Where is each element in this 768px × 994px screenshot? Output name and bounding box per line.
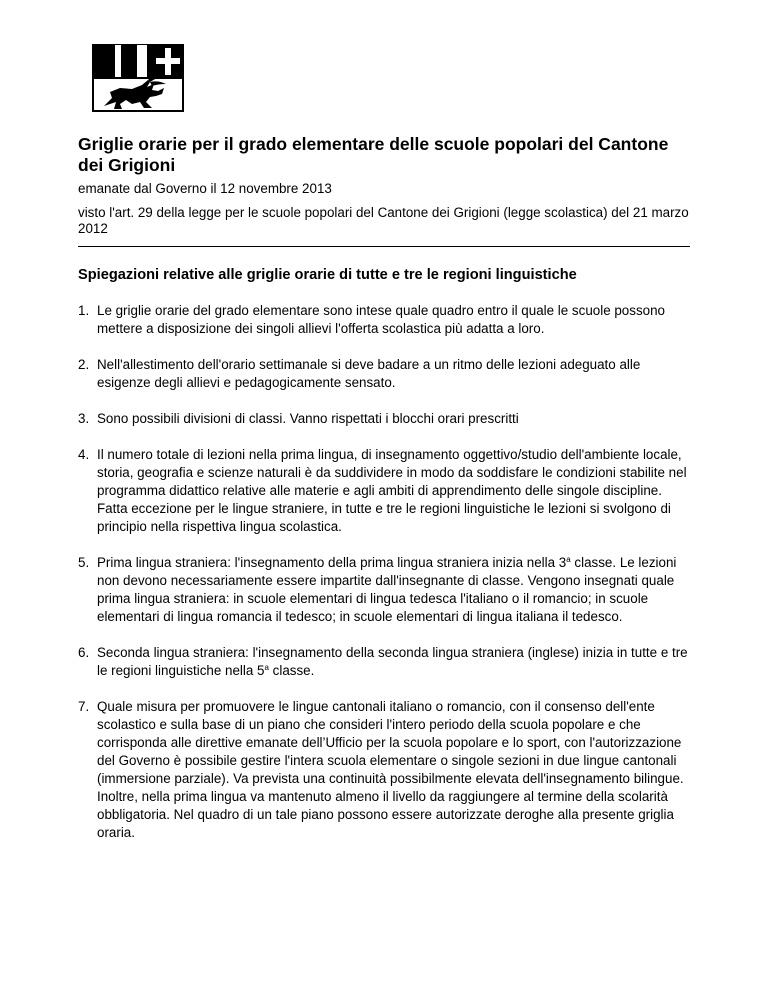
item-text (97, 555, 676, 624)
list-item (78, 410, 693, 428)
item-text: Sono possibili divisioni di classi. Vanno rispettati i blocchi orari prescritti (97, 411, 519, 426)
item-text: Quale misura per promuovere le lingue cantonali italiano o romancio, con il consenso dell'ente scolastico e sulla base di un piano che consideri l'intero periodo della scuola popolare e che corrisponda alle direttive emanate dell’Ufficio per la scuola popolare e lo sport, con l'autorizzazione del Governo è possibile gestire l'intera scuola elementare o singole sezioni in due lingue cantonali (immersione parziale). Va prevista una continuità possibilmente elevata dell'insegnamento bilingue. Inoltre, nella prima lingua va mantenuto almeno il livello da raggiungere al termine della scolarità obbligatoria. Nel quadro di un tale piano possono essere autorizzate deroghe alla presente griglia oraria. (97, 699, 684, 840)
explanations-list (78, 302, 693, 860)
item-text-end: classe. (268, 663, 315, 678)
item-text-end: classe. Le lezioni non devono necessariamente essere impartite dall'insegnante di classe. Vengono insegnati quale prima lingua straniera: in scuole elementari di lingua tedesca l'italiano o il romancio; in scuole elementari di lingua romancia il tedesco; in scuole elementari di lingua italiana il tedesco. (97, 555, 677, 624)
item-text: Nell'allestimento dell'orario settimanale si deve badare a un ritmo delle lezioni adeguato alle esigenze degli allievi e pedagogicamente sensato. (97, 357, 641, 390)
list-item (78, 644, 693, 680)
item-text: Le griglie orarie del grado elementare sono intese quale quadro entro il quale le scuole possono mettere a disposizione dei singoli allievi l'offerta scolastica più adatta a loro. (97, 303, 665, 336)
item-text-start: Prima lingua straniera: l'insegnamento della prima lingua straniera inizia nella 3 (97, 555, 567, 570)
item-number: 4. (78, 447, 90, 462)
legal-reference: visto l'art. 29 della legge per le scuole popolari del Cantone dei Grigioni (legge scolastica) del 21 marzo 2012 (78, 205, 689, 236)
item-text (97, 645, 688, 678)
coat-of-arms-icon (92, 44, 184, 112)
list-item (78, 446, 693, 536)
horizontal-rule (78, 246, 690, 247)
item-number: 2. (78, 357, 90, 372)
item-text-start: Seconda lingua straniera: l'insegnamento della seconda lingua straniera (inglese) inizia in tutte e tre le regioni linguistiche nella 5 (97, 645, 688, 678)
item-number: 1. (78, 303, 90, 318)
superscript: a (566, 555, 571, 564)
superscript: a (264, 663, 269, 672)
item-number: 3. (78, 411, 90, 426)
item-number: 6. (78, 645, 90, 660)
section-subtitle: Spiegazioni relative alle griglie orarie di tutte e tre le regioni linguistiche (78, 267, 577, 283)
document-title: Griglie orarie per il grado elementare delle scuole popolari del Cantone dei Grigioni (78, 134, 669, 175)
item-text: Il numero totale di lezioni nella prima lingua, di insegnamento oggettivo/studio dell'ambiente locale, storia, geografia e scienze naturali è da suddividere in modo da soddisfare le condizioni stabilite nel programma didattico relative alle materie e agli ambiti di apprendimento delle singole discipline. Fatta eccezione per le lingue straniere, in tutte e tre le regioni linguistiche le lezioni si svolgono di principio nella rispettiva lingua scolastica. (97, 447, 687, 534)
list-item (78, 698, 693, 842)
item-number: 5. (78, 555, 90, 570)
list-item (78, 302, 693, 338)
issued-date: emanate dal Governo il 12 novembre 2013 (78, 181, 332, 196)
coat-of-arms-logo (92, 44, 184, 112)
item-number: 7. (78, 699, 90, 714)
list-item (78, 554, 693, 626)
list-item (78, 356, 693, 392)
